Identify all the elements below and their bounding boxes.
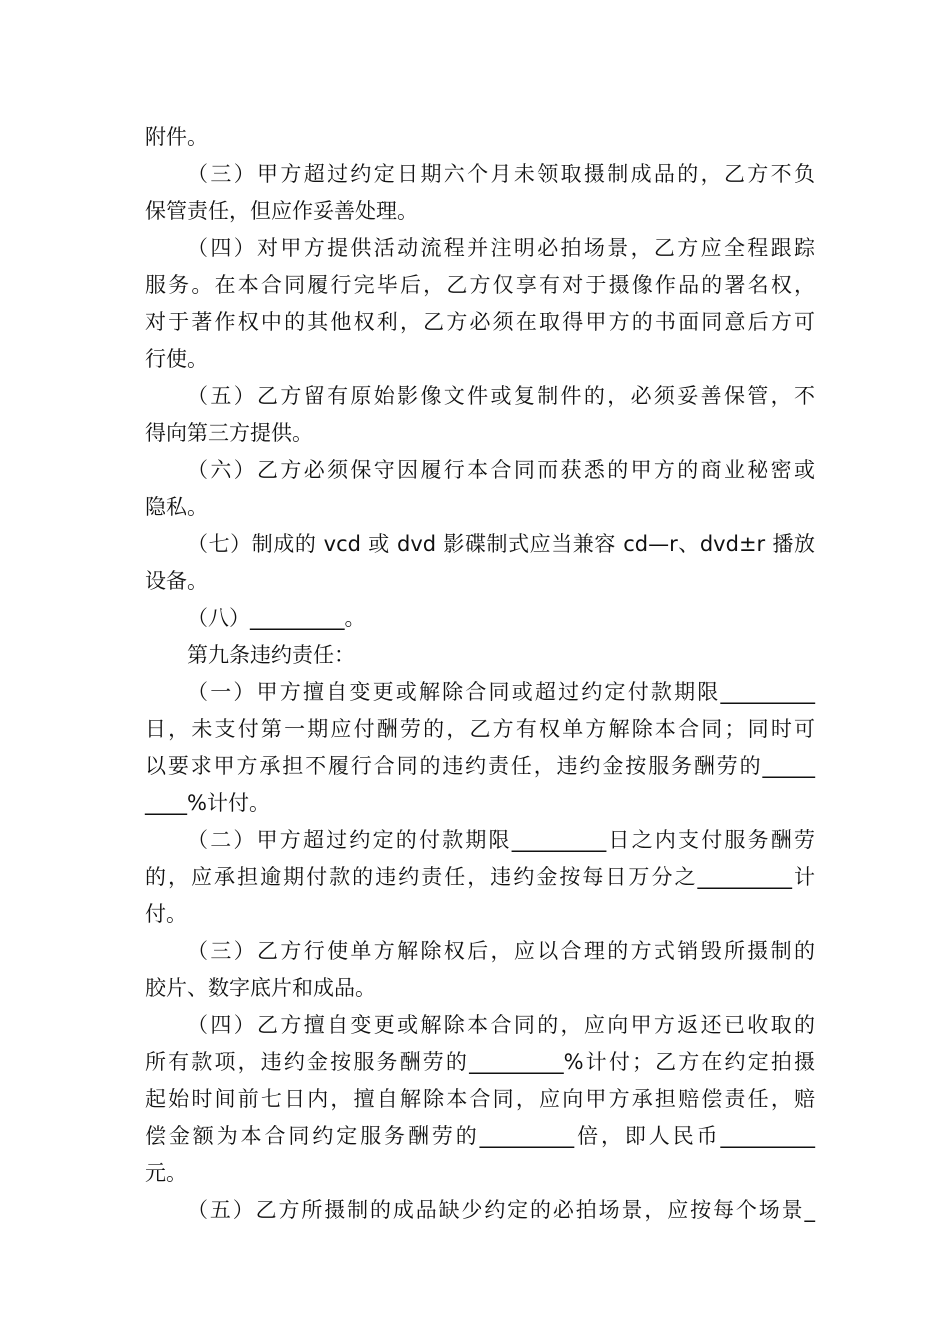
text-line: （一）甲方擅自变更或解除合同或超过约定付款期限_________ (187, 680, 815, 704)
text-line: （八）_________。 (187, 606, 366, 630)
text-line: 日，未支付第一期应付酬劳的，乙方有权单方解除本合同；同时可 (145, 717, 815, 741)
text-line: 附件。 (145, 125, 208, 149)
text-line: 偿金额为本合同约定服务酬劳的_________倍，即人民币_________ (145, 1124, 815, 1148)
text-line: （五）乙方留有原始影像文件或复制件的，必须妥善保管，不 (187, 384, 815, 408)
text-line: （六）乙方必须保守因履行本合同而获悉的甲方的商业秘密或 (187, 458, 815, 482)
text-line: （三）乙方行使单方解除权后，应以合理的方式销毁所摄制的 (187, 939, 815, 963)
text-line: 元。 (145, 1161, 187, 1185)
text-line: 胶片、数字底片和成品。 (145, 976, 376, 1000)
text-line: 隐私。 (145, 495, 208, 519)
text-line: （五）乙方所摄制的成品缺少约定的必拍场景，应按每个场景_ (187, 1198, 815, 1222)
text-line: （七）制成的 vcd 或 dvd 影碟制式应当兼容 cd—r、dvd±r 播放 (187, 532, 815, 556)
text-line: 服务。在本合同履行完毕后，乙方仅享有对于摄像作品的署名权， (145, 273, 815, 297)
text-line: 所有款项，违约金按服务酬劳的_________%计付；乙方在约定拍摄 (145, 1050, 815, 1074)
text-line: 付。 (145, 902, 187, 926)
text-line: 的，应承担逾期付款的违约责任，违约金按每日万分之_________计 (145, 865, 815, 889)
text-line: （四）对甲方提供活动流程并注明必拍场景，乙方应全程跟踪 (187, 236, 815, 260)
text-line: （二）甲方超过约定的付款期限_________日之内支付服务酬劳 (187, 828, 815, 852)
text-line: 保管责任，但应作妥善处理。 (145, 199, 418, 223)
text-line: 起始时间前七日内，擅自解除本合同，应向甲方承担赔偿责任，赔 (145, 1087, 815, 1111)
text-line: 得向第三方提供。 (145, 421, 313, 445)
text-line: 以要求甲方承担不履行合同的违约责任，违约金按服务酬劳的_____ (145, 754, 815, 778)
text-line: 对于著作权中的其他权利，乙方必须在取得甲方的书面同意后方可 (145, 310, 815, 334)
text-line: （三）甲方超过约定日期六个月未领取摄制成品的，乙方不负 (187, 162, 815, 186)
text-line: （四）乙方擅自变更或解除本合同的，应向甲方返还已收取的 (187, 1013, 815, 1037)
text-line: 行使。 (145, 347, 208, 371)
text-line: ____%计付。 (145, 791, 270, 815)
section-heading: 第九条违约责任： (187, 643, 355, 667)
text-line: 设备。 (145, 569, 208, 593)
